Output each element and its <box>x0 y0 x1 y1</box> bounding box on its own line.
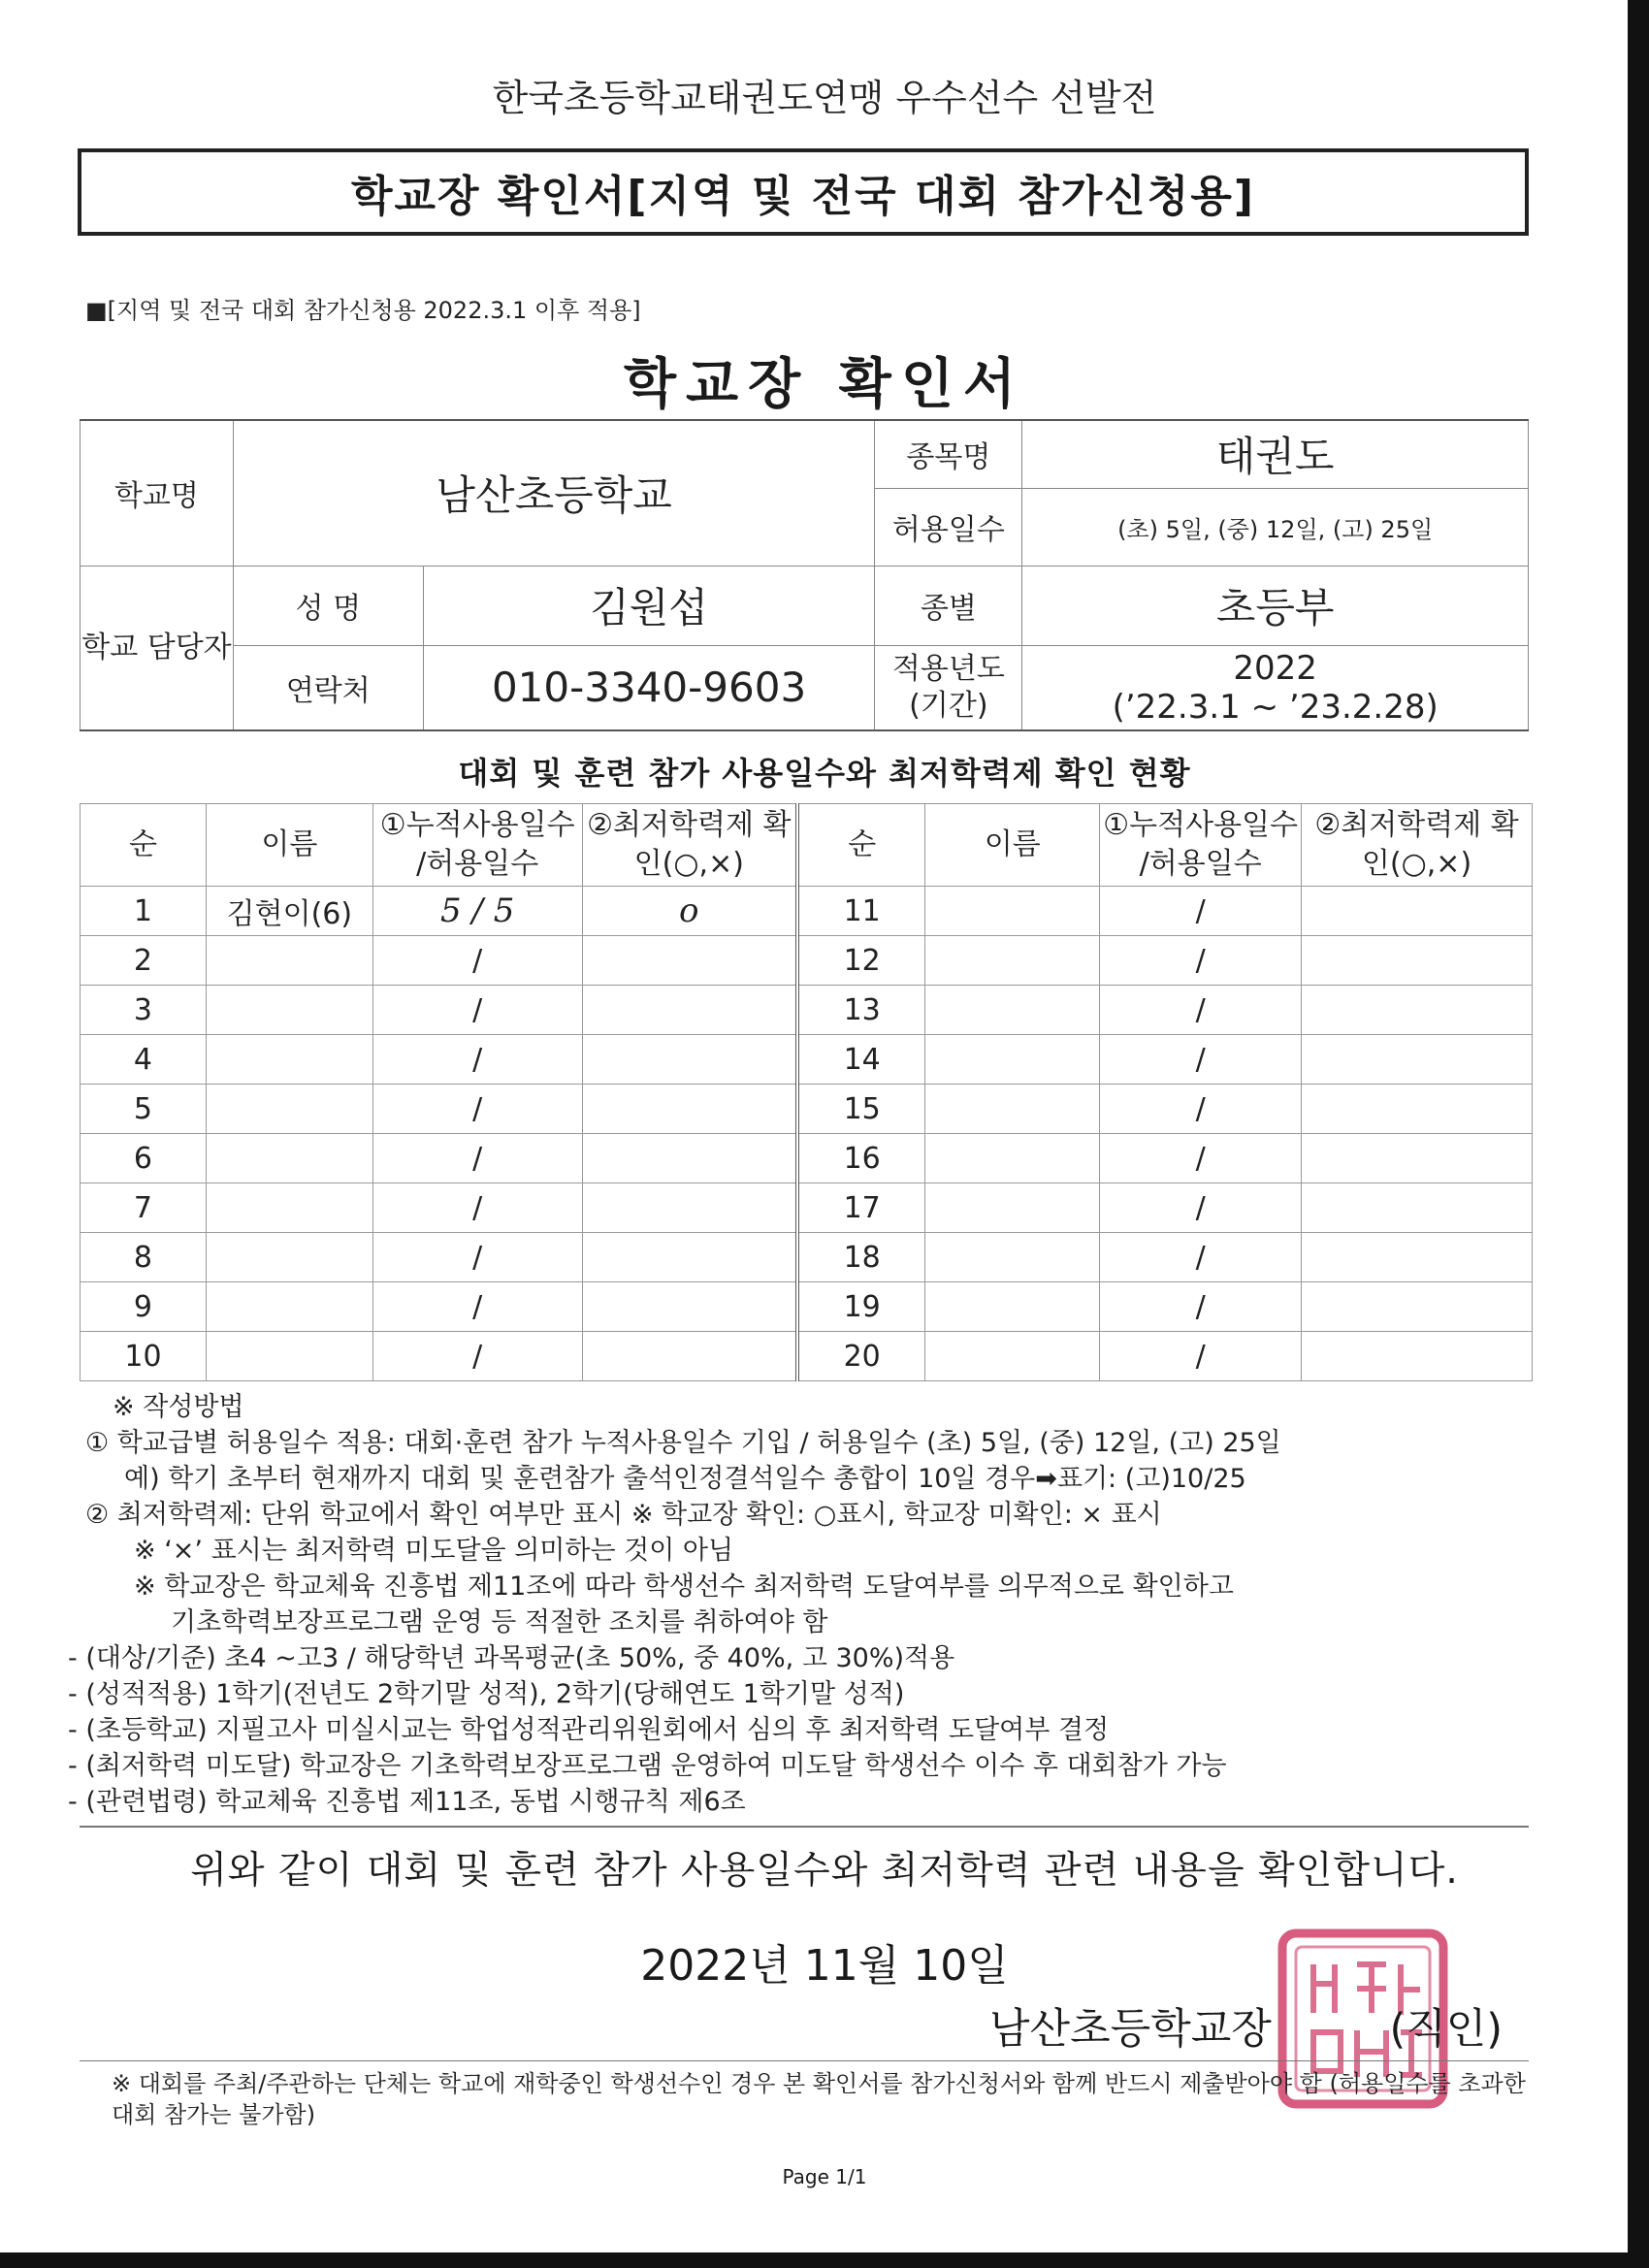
row-name <box>925 1233 1100 1282</box>
sport-value: 태권도 <box>1022 420 1529 488</box>
roster-body <box>81 887 1533 1381</box>
row-academic <box>582 1085 797 1134</box>
manager-name-value: 김원섭 <box>423 566 875 645</box>
row-days: / <box>372 1233 582 1282</box>
row-academic <box>1302 1035 1533 1085</box>
row-academic <box>1302 936 1533 986</box>
row-number: 8 <box>81 1233 207 1282</box>
page-number: Page 1/1 <box>782 2165 867 2188</box>
instruction-line: ① 학교급별 허용일수 적용: 대회·훈련 참가 누적사용일수 기입 / 허용일수 (초) 5일, (중) 12일, (고) 25일 <box>85 1428 1281 1458</box>
instructions-heading: ※ 작성방법 <box>113 1392 244 1422</box>
instruction-line: - (성적적용) 1학기(전년도 2학기말 성적), 2학기(당해연도 1학기말 성적) <box>68 1679 905 1709</box>
col-academic-2: ②최저학력제 확인(○,×) <box>1302 804 1533 887</box>
allowed-days-label: 허용일수 <box>875 488 1022 566</box>
main-title: 학교장 확인서 <box>623 353 1026 416</box>
school-name-label: 학교명 <box>81 420 234 566</box>
col-name: 이름 <box>206 804 372 887</box>
row-name <box>206 1134 372 1183</box>
row-days: / <box>1100 887 1302 936</box>
row-academic <box>1302 1233 1533 1282</box>
row-days: / <box>1100 1183 1302 1233</box>
row-name <box>206 986 372 1035</box>
row-days: / <box>372 1134 582 1183</box>
instruction-line: - (대상/기준) 초4 ~고3 / 해당학년 과목평균(초 50%, 중 40%, 고 30%)적용 <box>68 1643 955 1673</box>
row-days: / <box>1100 1035 1302 1085</box>
row-days: / <box>1100 1332 1302 1381</box>
row-number: 18 <box>797 1233 925 1282</box>
row-academic <box>1302 986 1533 1035</box>
row-days: / <box>1100 986 1302 1035</box>
row-days: / <box>372 936 582 986</box>
year-cell <box>1022 645 1529 730</box>
row-academic: o <box>582 887 797 936</box>
scan-edge-right <box>1628 0 1649 2268</box>
manager-name-label: 성 명 <box>233 566 423 645</box>
allowed-days-value: (초) 5일, (중) 12일, (고) 25일 <box>1022 488 1529 566</box>
document-title: 학교장 확인서[지역 및 전국 대회 참가신청용] <box>351 172 1255 221</box>
contact-label: 연락처 <box>233 645 423 730</box>
row-name <box>925 1332 1100 1381</box>
document-title-box <box>78 148 1529 236</box>
seal-label: (직인) <box>1389 2005 1504 2054</box>
row-academic <box>582 1233 797 1282</box>
org-title: 한국초등학교태권도연맹 우수선수 선발전 <box>492 77 1157 119</box>
category-label: 종별 <box>875 566 1022 645</box>
section-title: 대회 및 훈련 참가 사용일수와 최저학력제 확인 현황 <box>458 755 1191 792</box>
row-name <box>206 1233 372 1282</box>
row-number: 15 <box>797 1085 925 1134</box>
row-days: / <box>1100 1233 1302 1282</box>
row-number: 1 <box>81 887 207 936</box>
row-name <box>206 1183 372 1233</box>
col-name-2: 이름 <box>925 804 1100 887</box>
row-name <box>206 1085 372 1134</box>
confirmation-statement: 위와 같이 대회 및 훈련 참가 사용일수와 최저학력 관련 내용을 확인합니다. <box>190 1849 1459 1893</box>
table-row <box>81 1282 1533 1332</box>
instruction-line: ② 최저학력제: 단위 학교에서 확인 여부만 표시 ※ 학교장 확인: ○표시, 학교장 미확인: × 표시 <box>85 1500 1162 1530</box>
col-no-2: 순 <box>797 804 925 887</box>
row-academic <box>582 1183 797 1233</box>
category-value: 초등부 <box>1022 566 1529 645</box>
year-value: 2022 <box>1233 648 1317 688</box>
row-name <box>925 1282 1100 1332</box>
row-days: / <box>372 986 582 1035</box>
row-academic <box>582 1332 797 1381</box>
row-name <box>925 936 1100 986</box>
issue-date: 2022년 11월 10일 <box>640 1941 1009 1991</box>
row-name <box>925 1085 1100 1134</box>
instruction-line: - (관련법령) 학교체육 진흥법 제11조, 동법 시행규칙 제6조 <box>68 1787 746 1817</box>
row-number: 3 <box>81 986 207 1035</box>
row-name <box>925 1183 1100 1233</box>
table-row <box>81 986 1533 1035</box>
year-label: 적용년도 (기간) <box>875 645 1022 730</box>
row-name <box>925 887 1100 936</box>
col-days-2: ①누적사용일수 /허용일수 <box>1100 804 1302 887</box>
row-number: 13 <box>797 986 925 1035</box>
col-no: 순 <box>81 804 207 887</box>
col-academic: ②최저학력제 확인(○,×) <box>582 804 797 887</box>
row-number: 4 <box>81 1035 207 1085</box>
row-academic <box>1302 1183 1533 1233</box>
row-academic <box>582 936 797 986</box>
instruction-line: - (초등학교) 지필고사 미실시교는 학업성적관리위원회에서 심의 후 최저학력 도달여부 결정 <box>68 1715 1110 1745</box>
row-number: 20 <box>797 1332 925 1381</box>
row-number: 2 <box>81 936 207 986</box>
row-name <box>206 1035 372 1085</box>
row-days: / <box>372 1282 582 1332</box>
table-row <box>81 887 1533 936</box>
instruction-line: - (최저학력 미도달) 학교장은 기초학력보장프로그램 운영하여 미도달 학생선수 이수 후 대회참가 가능 <box>68 1751 1227 1781</box>
row-academic <box>1302 1282 1533 1332</box>
application-notice: ■[지역 및 전국 대회 참가신청용 2022.3.1 이후 적용] <box>85 297 641 324</box>
row-number: 12 <box>797 936 925 986</box>
row-number: 11 <box>797 887 925 936</box>
roster-table <box>80 803 1533 1381</box>
school-name-value: 남산초등학교 <box>233 420 875 566</box>
row-number: 14 <box>797 1035 925 1085</box>
row-days: / <box>372 1085 582 1134</box>
row-days: 5 / 5 <box>372 887 582 936</box>
row-days: / <box>1100 936 1302 986</box>
school-info-table <box>80 419 1529 731</box>
signer <box>989 1996 1503 2056</box>
row-name <box>206 936 372 986</box>
row-number: 9 <box>81 1282 207 1332</box>
table-row <box>81 1134 1533 1183</box>
row-academic <box>582 1134 797 1183</box>
col-days: ①누적사용일수 /허용일수 <box>372 804 582 887</box>
footer-divider <box>80 2060 1529 2061</box>
row-name <box>206 1332 372 1381</box>
row-name: 김현이(6) <box>206 887 372 936</box>
instruction-line: 예) 학기 초부터 현재까지 대회 및 훈련참가 출석인정결석일수 총합이 10일 경우➡표기: (고)10/25 <box>124 1464 1246 1494</box>
signer-name: 남산초등학교장 <box>989 2005 1272 2054</box>
row-name <box>925 986 1100 1035</box>
instruction-line: ※ ‘×’ 표시는 최저학력 미도달을 의미하는 것이 아님 <box>134 1536 734 1566</box>
row-number: 16 <box>797 1134 925 1183</box>
table-row <box>81 1233 1533 1282</box>
instructions <box>68 1389 1540 1820</box>
table-row <box>81 1085 1533 1134</box>
contact-value: 010-3340-9603 <box>423 645 875 730</box>
row-academic <box>1302 1134 1533 1183</box>
manager-label: 학교 담당자 <box>81 566 234 730</box>
row-name <box>925 1035 1100 1085</box>
row-number: 5 <box>81 1085 207 1134</box>
row-number: 10 <box>81 1332 207 1381</box>
table-row <box>81 1183 1533 1233</box>
instruction-line: 기초학력보장프로그램 운영 등 적절한 조치를 취하여야 함 <box>171 1607 828 1637</box>
row-number: 7 <box>81 1183 207 1233</box>
row-days: / <box>1100 1085 1302 1134</box>
row-days: / <box>1100 1134 1302 1183</box>
row-days: / <box>372 1183 582 1233</box>
divider <box>80 1826 1529 1828</box>
row-academic <box>1302 1332 1533 1381</box>
row-academic <box>1302 887 1533 936</box>
row-number: 17 <box>797 1183 925 1233</box>
row-days: / <box>372 1035 582 1085</box>
row-name <box>925 1134 1100 1183</box>
table-row <box>81 936 1533 986</box>
row-number: 6 <box>81 1134 207 1183</box>
row-days: / <box>372 1332 582 1381</box>
row-academic <box>582 1035 797 1085</box>
row-academic <box>582 986 797 1035</box>
scan-edge-bottom <box>0 2252 1649 2268</box>
row-academic <box>1302 1085 1533 1134</box>
table-row <box>81 1332 1533 1381</box>
footer-note: ※ 대회를 주최/주관하는 단체는 학교에 재학중인 학생선수인 경우 본 확인서를 참가신청서와 함께 반드시 제출받아야 함 (허용일수를 초과한 대회 참가는 불가함) <box>112 2070 1526 2128</box>
table-row <box>81 1035 1533 1085</box>
period-value: (’22.3.1 ~ ’23.2.28) <box>1112 687 1439 727</box>
row-days: / <box>1100 1282 1302 1332</box>
row-name <box>206 1282 372 1332</box>
sport-label: 종목명 <box>875 420 1022 488</box>
row-academic <box>582 1282 797 1332</box>
row-number: 19 <box>797 1282 925 1332</box>
instruction-line: ※ 학교장은 학교체육 진흥법 제11조에 따라 학생선수 최저학력 도달여부를 의무적으로 확인하고 <box>134 1571 1234 1602</box>
